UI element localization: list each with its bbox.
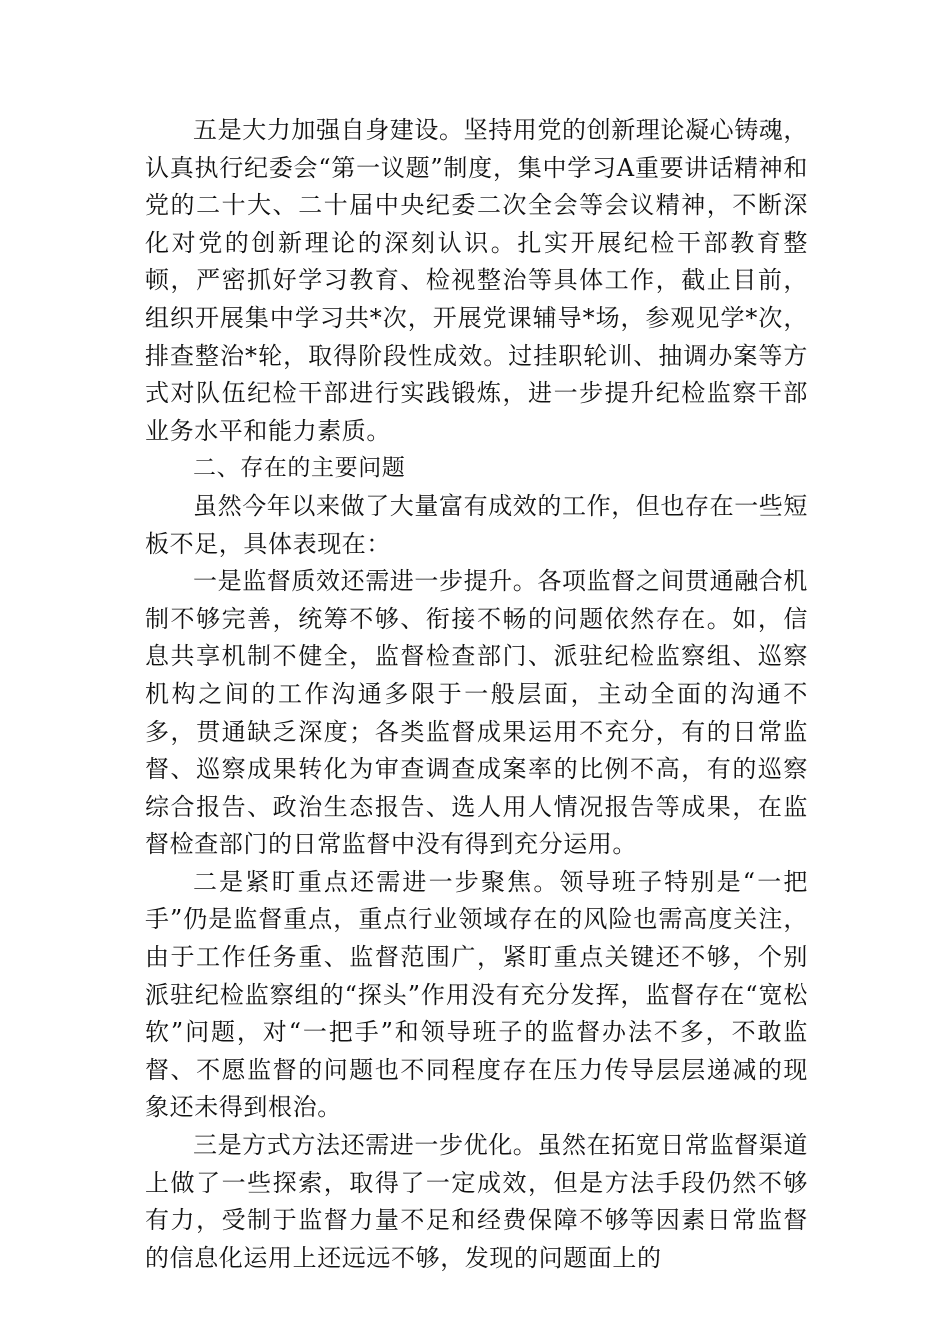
paragraph-intro-problems: 虽然今年以来做了大量富有成效的工作，但也存在一些短板不足，具体表现在： [145, 491, 808, 558]
paragraph-focus-key-points: 二是紧盯重点还需进一步聚焦。领导班子特别是“一把手”仍是监督重点，重点行业领域存在的风险也需高度关注，由于工作任务重、监督范围广，紧盯重点关键还不够，个别派驻纪检监察组的“探头”作用没有充分发挥，监督存在“宽松软”问题，对“一把手”和领导班子的监督办法不多，不敢监督、不愿监督的问题也不同程度存在压力传导层层递减的现象还未得到根治。 [145, 867, 808, 1122]
document-body [145, 112, 808, 1277]
paragraph-self-building: 五是大力加强自身建设。坚持用党的创新理论凝心铸魂，认真执行纪委会“第一议题”制度，集中学习A重要讲话精神和党的二十大、二十届中央纪委二次全会等会议精神，不断深化对党的创新理论的深刻认识。扎实开展纪检干部教育整顿，严密抓好学习教育、检视整治等具体工作，截止目前，组织开展集中学习共*次，开展党课辅导*场，参观见学*次，排查整治*轮，取得阶段性成效。过挂职轮训、抽调办案等方式对队伍纪检干部进行实践锻炼，进一步提升纪检监察干部业务水平和能力素质。 [145, 116, 808, 445]
section-heading-main-problems: 二、存在的主要问题 [193, 455, 406, 482]
paragraph-supervision-quality: 一是监督质效还需进一步提升。各项监督之间贯通融合机制不够完善，统筹不够、衔接不畅的问题依然存在。如，信息共享机制不健全，监督检查部门、派驻纪检监察组、巡察机构之间的工作沟通多限于一般层面，主动全面的沟通不多，贯通缺乏深度；各类监督成果运用不充分，有的日常监督、巡察成果转化为审查调查成案率的比例不高，有的巡察综合报告、政治生态报告、选人用人情况报告等成果，在监督检查部门的日常监督中没有得到充分运用。 [145, 567, 808, 859]
paragraph-methods-optimization: 三是方式方法还需进一步优化。虽然在拓宽日常监督渠道上做了一些探索，取得了一定成效，但是方法手段仍然不够有力，受制于监督力量不足和经费保障不够等因素日常监督的信息化运用上还远远不够，发现的问题面上的 [145, 1131, 808, 1272]
